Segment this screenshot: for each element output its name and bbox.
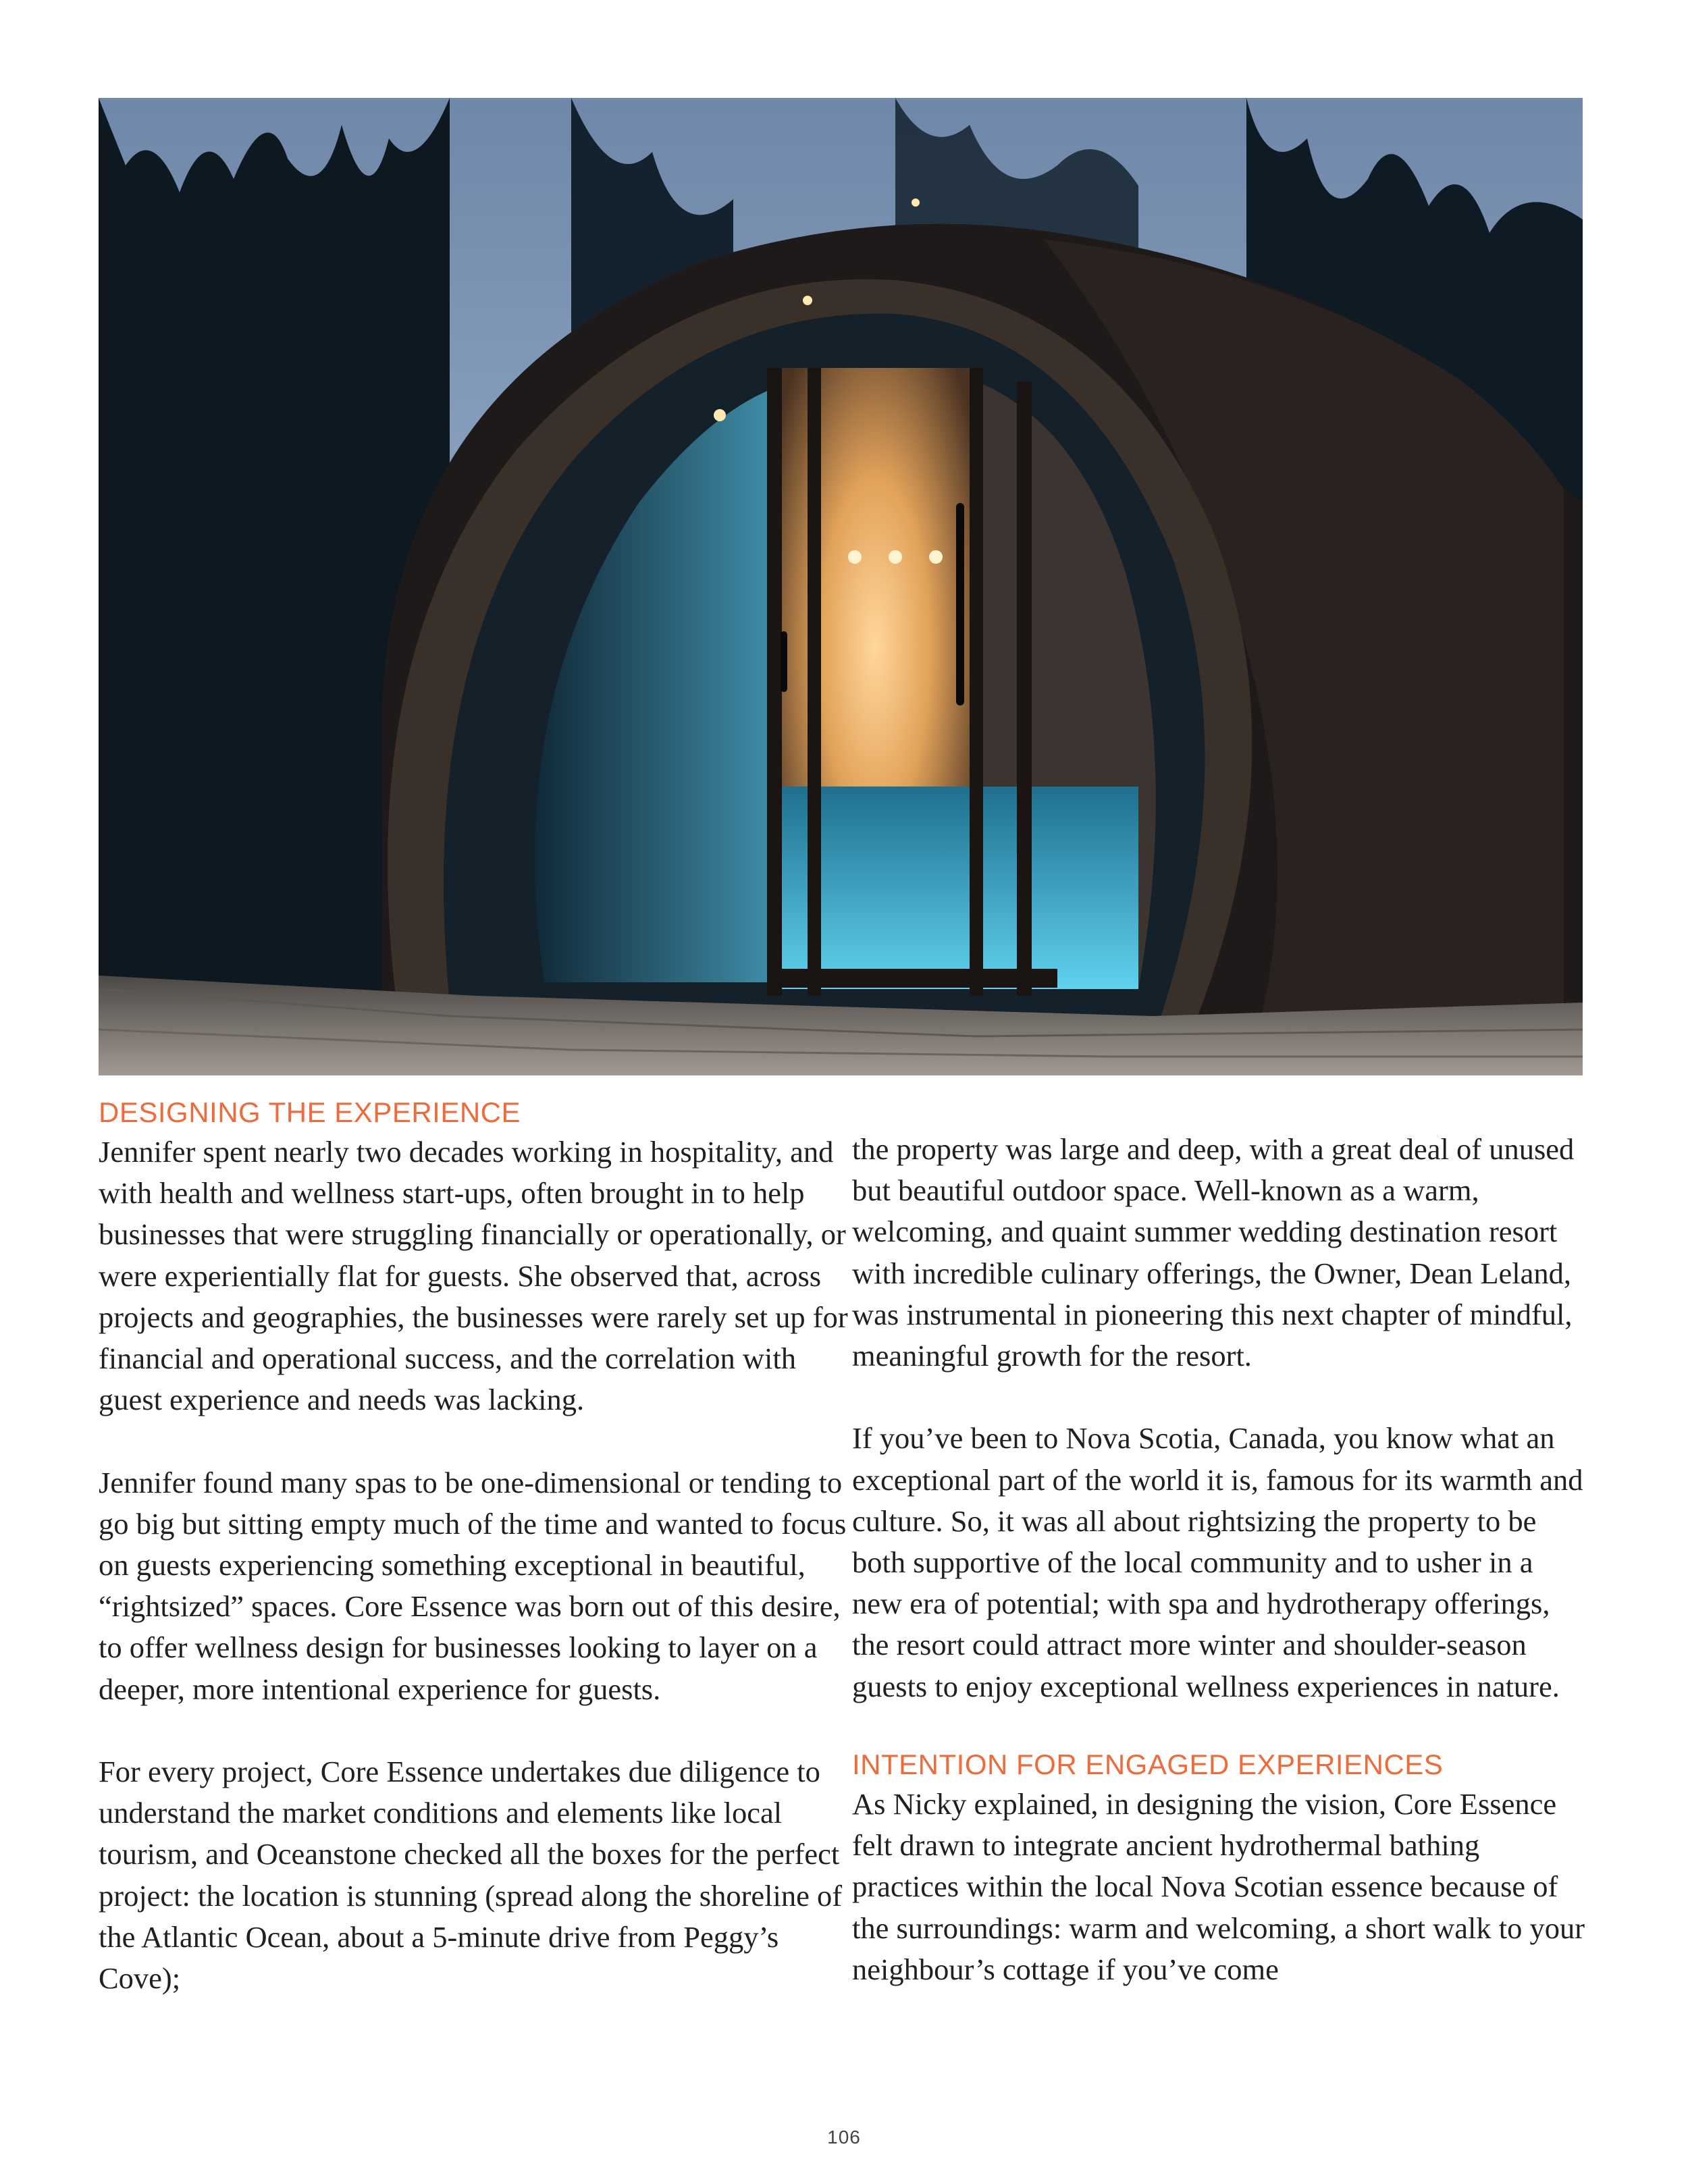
- body-paragraph: the property was large and deep, with a great deal of unused but beautiful outdoor space. Well-known as a warm, welcoming, and quaint summer wedding destination resort with incredible culinary offerings, the Owner, Dean Leland, was instrumental in pioneering this next chapter of mindful, meaningful growth for the resort.: [852, 1132, 1575, 1373]
- spa-dome-photo-icon: [99, 98, 1583, 1075]
- body-paragraph: For every project, Core Essence undertakes due diligence to understand the market conditions and elements like local tourism, and Oceanstone checked all the boxes for the perfect project: the location is stunning (spread along the shoreline of the Atlantic Ocean, about a 5-minute drive from Peggy’s Cove);: [99, 1755, 843, 1996]
- section-heading-designing: DESIGNING THE EXPERIENCE: [99, 1096, 521, 1128]
- page-number: 106: [827, 2127, 861, 2148]
- body-paragraph: As Nicky explained, in designing the vision, Core Essence felt drawn to integrate ancient hydrothermal bathing practices within the local Nova Scotian essence because of the surroundings: warm and welcoming, a short walk to your neighbour’s cottage if you’ve come: [852, 1787, 1585, 1986]
- body-paragraph: If you’ve been to Nova Scotia, Canada, you know what an exceptional part of the world it is, famous for its warmth and culture. So, it was all about rightsizing the property to be both supportive of the local community and to usher in a new era of potential; with spa and hydrotherapy offerings, the resort could attract more winter and shoulder-season guests to enjoy exceptional wellness experiences in nature.: [852, 1421, 1583, 1703]
- right-column: [852, 1129, 1588, 2031]
- body-paragraph: Jennifer found many spas to be one-dimensional or tending to go big but sitting empty much of the time and wanted to focus on guests experiencing something exceptional in beautiful, “rightsized” spaces. Core Essence was born out of this desire, to offer wellness design for businesses looking to layer on a deeper, more intentional experience for guests.: [99, 1465, 847, 1706]
- spa-dome-photo: [99, 98, 1583, 1075]
- body-paragraph: Jennifer spent nearly two decades working in hospitality, and with health and wellness start-ups, often brought in to help businesses that were struggling financially or operationally, or were experientially flat for guests. She observed that, across projects and geographies, the businesses were rarely set up for financial and operational success, and the correlation with guest experience and needs was lacking.: [99, 1135, 848, 1417]
- left-column: [99, 1094, 848, 2040]
- section-heading-intention: INTENTION FOR ENGAGED EXPERIENCES: [852, 1749, 1444, 1781]
